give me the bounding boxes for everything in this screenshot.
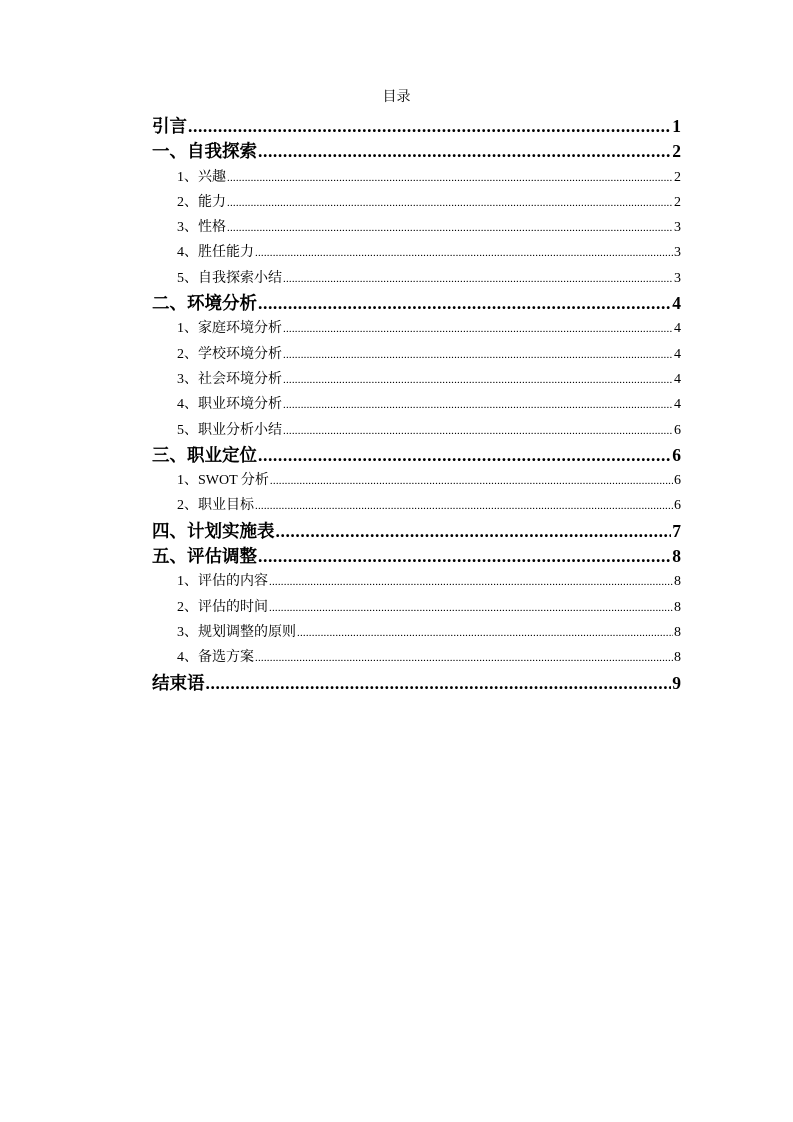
toc-dot-leader xyxy=(255,645,673,671)
toc-section-entry[interactable] xyxy=(152,266,681,291)
toc-section-entry[interactable] xyxy=(152,190,681,215)
toc-section-entry[interactable] xyxy=(152,620,681,645)
toc-page-number: 4 xyxy=(672,293,681,314)
toc-chapter-entry[interactable] xyxy=(152,114,681,139)
toc-dot-leader xyxy=(283,266,673,292)
toc-dot-leader xyxy=(206,671,672,696)
toc-page-number: 4 xyxy=(674,397,681,413)
toc-dot-leader xyxy=(283,392,673,418)
toc-dot-leader xyxy=(258,291,671,316)
toc-title: 目录 xyxy=(382,90,411,105)
table-of-contents xyxy=(152,114,681,696)
toc-entry-text: 1、家庭环境分析 xyxy=(177,321,282,337)
toc-section-entry[interactable] xyxy=(152,165,681,190)
toc-dot-leader xyxy=(255,240,673,266)
toc-dot-leader xyxy=(283,367,673,393)
toc-entry-text: 1、兴趣 xyxy=(177,169,226,185)
toc-dot-leader xyxy=(258,139,671,164)
toc-chapter-entry[interactable] xyxy=(152,291,681,316)
toc-page-number: 6 xyxy=(674,498,681,514)
toc-section-entry[interactable] xyxy=(152,468,681,493)
toc-page-number: 8 xyxy=(674,574,681,590)
toc-page-number: 2 xyxy=(672,141,681,162)
toc-section-entry[interactable] xyxy=(152,240,681,265)
toc-entry-text: 二、环境分析 xyxy=(152,293,257,314)
toc-entry-text: 4、职业环境分析 xyxy=(177,397,282,413)
toc-entry-text: 2、能力 xyxy=(177,194,226,210)
toc-page-number: 8 xyxy=(674,650,681,666)
toc-dot-leader xyxy=(227,165,673,191)
toc-dot-leader xyxy=(227,190,673,216)
toc-entry-text: 5、职业分析小结 xyxy=(177,422,282,438)
toc-chapter-entry[interactable] xyxy=(152,443,681,468)
toc-entry-text: 1、评估的内容 xyxy=(177,574,268,590)
toc-page-number: 4 xyxy=(674,371,681,387)
toc-entry-text: 四、计划实施表 xyxy=(152,520,275,541)
toc-section-entry[interactable] xyxy=(152,493,681,518)
toc-chapter-entry[interactable] xyxy=(152,671,681,696)
toc-page-number: 3 xyxy=(674,245,681,261)
toc-chapter-entry[interactable] xyxy=(152,519,681,544)
toc-section-entry[interactable] xyxy=(152,595,681,620)
toc-section-entry[interactable] xyxy=(152,316,681,341)
toc-section-entry[interactable] xyxy=(152,645,681,670)
toc-page-number: 4 xyxy=(674,346,681,362)
toc-entry-text: 引言 xyxy=(152,116,187,136)
toc-page-number: 6 xyxy=(674,473,681,489)
toc-dot-leader xyxy=(283,342,673,368)
toc-page-number: 6 xyxy=(672,444,681,465)
toc-dot-leader xyxy=(255,493,673,519)
toc-page-number: 2 xyxy=(674,194,681,210)
toc-dot-leader xyxy=(270,468,673,494)
toc-dot-leader xyxy=(269,595,673,621)
toc-page-number: 8 xyxy=(674,599,681,615)
toc-entry-text: 5、自我探索小结 xyxy=(177,270,282,286)
toc-page-number: 1 xyxy=(672,116,681,136)
toc-dot-leader xyxy=(258,544,671,569)
toc-page-number: 2 xyxy=(674,169,681,185)
toc-dot-leader xyxy=(283,316,673,342)
toc-dot-leader xyxy=(227,215,673,241)
toc-entry-text: 2、职业目标 xyxy=(177,498,254,514)
toc-entry-text: 1、SWOT 分析 xyxy=(177,473,269,489)
toc-dot-leader xyxy=(297,620,673,646)
toc-entry-text: 结束语 xyxy=(152,672,205,693)
toc-page-number: 4 xyxy=(674,321,681,337)
toc-page-number: 3 xyxy=(674,270,681,286)
toc-section-entry[interactable] xyxy=(152,215,681,240)
toc-page-number: 8 xyxy=(674,624,681,640)
toc-entry-text: 2、评估的时间 xyxy=(177,599,268,615)
toc-chapter-entry[interactable] xyxy=(152,139,681,164)
toc-entry-text: 一、自我探索 xyxy=(152,141,257,162)
toc-entry-text: 五、评估调整 xyxy=(152,546,257,567)
toc-dot-leader xyxy=(276,519,672,544)
toc-dot-leader xyxy=(258,443,671,468)
toc-entry-text: 2、学校环境分析 xyxy=(177,346,282,362)
toc-entry-text: 4、胜任能力 xyxy=(177,245,254,261)
toc-section-entry[interactable] xyxy=(152,392,681,417)
toc-dot-leader xyxy=(188,114,671,139)
toc-entry-text: 3、性格 xyxy=(177,220,226,236)
toc-entry-text: 三、职业定位 xyxy=(152,444,257,465)
toc-entry-text: 3、社会环境分析 xyxy=(177,371,282,387)
toc-section-entry[interactable] xyxy=(152,418,681,443)
toc-page-number: 3 xyxy=(674,220,681,236)
toc-chapter-entry[interactable] xyxy=(152,544,681,569)
toc-section-entry[interactable] xyxy=(152,569,681,594)
toc-dot-leader xyxy=(283,418,673,444)
toc-dot-leader xyxy=(269,569,673,595)
toc-section-entry[interactable] xyxy=(152,367,681,392)
toc-page-number: 6 xyxy=(674,422,681,438)
toc-entry-text: 4、备选方案 xyxy=(177,650,254,666)
toc-page-number: 7 xyxy=(672,520,681,541)
toc-entry-text: 3、规划调整的原则 xyxy=(177,624,296,640)
toc-page-number: 9 xyxy=(672,672,681,693)
toc-page-number: 8 xyxy=(672,546,681,567)
toc-section-entry[interactable] xyxy=(152,342,681,367)
